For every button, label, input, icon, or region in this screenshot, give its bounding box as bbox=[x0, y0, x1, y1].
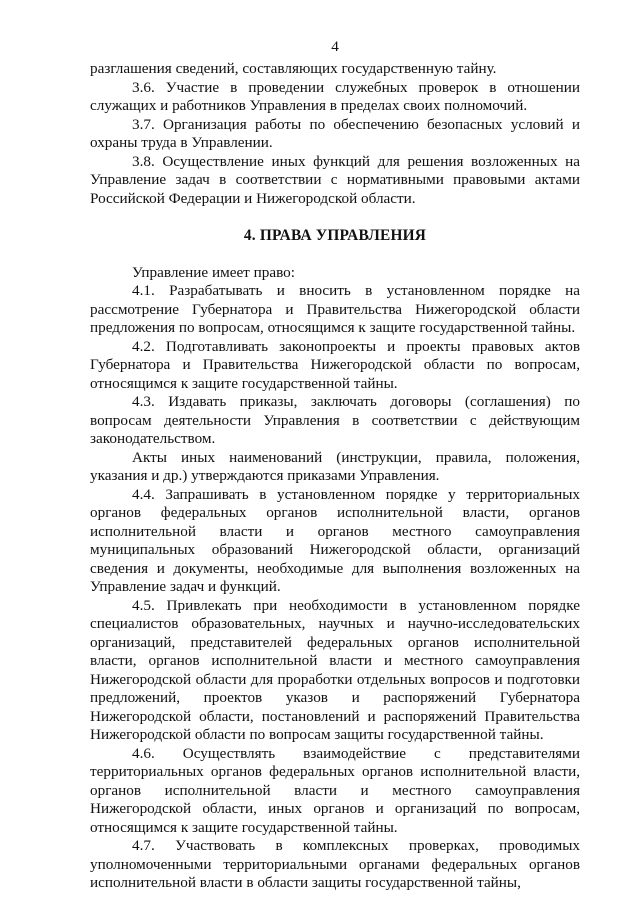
section-lead: Управление имеет право: bbox=[132, 263, 295, 281]
paragraph-4-6: 4.6. Осуществлять взаимодействие с представителями территориальных органов федеральных органов исполнительной власти, органов исполнительной власти и местного самоуправления Нижегородской области, иных органов и организаций по вопросам, относящимся к защите государственной тайны. bbox=[90, 744, 580, 836]
paragraph-3-6: 3.6. Участие в проведении служебных проверок в отношении служащих и работников Управления в пределах своих полномочий. bbox=[90, 78, 580, 114]
paragraph-3-8: 3.8. Осуществление иных функций для решения возложенных на Управление задач в соответствии с нормативными правовыми актами Российской Федерации и Нижегородской области. bbox=[90, 152, 580, 207]
paragraph-acts: Акты иных наименований (инструкции, правила, положения, указания и др.) утверждаются приказами Управления. bbox=[90, 448, 580, 484]
paragraph-4-4: 4.4. Запрашивать в установленном порядке у территориальных органов федеральных органов исполнительной власти, органов исполнительной власти и органов местного самоуправления муниципальных образований Нижегородской области, организаций сведения и документы, необходимые для выполнения возложенных на Управление задач и функций. bbox=[90, 485, 580, 595]
paragraph-4-7: 4.7. Участвовать в комплексных проверках, проводимых уполномоченными территориальными органами федеральных органов исполнительной власти в области защиты государственной тайны, bbox=[90, 837, 580, 891]
paragraph-4-3: 4.3. Издавать приказы, заключать договоры (соглашения) по вопросам деятельности Управления в соответствии с действующим законодательством. bbox=[90, 393, 580, 447]
paragraph-4-2: 4.2. Подготавливать законопроекты и проекты правовых актов Губернатора и Правительства Нижегородской области по вопросам, относящимся к защите государственной тайны. bbox=[90, 337, 580, 392]
paragraph-4-1: 4.1. Разрабатывать и вносить в установленном порядке на рассмотрение Губернатора и Правительства Нижегородской области предложения по вопросам, относящимся к защите государственной тайны. bbox=[90, 282, 580, 336]
section-heading: 4. ПРАВА УПРАВЛЕНИЯ bbox=[243, 227, 427, 244]
paragraph-continuation: разглашения сведений, составляющих государственную тайну. bbox=[90, 60, 497, 77]
page-number: 4 bbox=[331, 38, 339, 55]
paragraph-4-5: 4.5. Привлекать при необходимости в установленном порядке специалистов образовательных, научных и научно-исследовательских организаций, представителей федеральных органов исполнительной власти, органов исполнительной власти и местного самоуправления Нижегородской области для проработки отдельных вопросов и подготовки предложений, проектов указов и распоряжений Губернатора Нижегородской области, постановлений и распоряжений Правительства Нижегородской области по вопросам защиты государственной тайны. bbox=[90, 596, 580, 743]
paragraph-3-7: 3.7. Организация работы по обеспечению безопасных условий и охраны труда в Управлении. bbox=[90, 115, 580, 151]
document-page bbox=[90, 38, 580, 893]
